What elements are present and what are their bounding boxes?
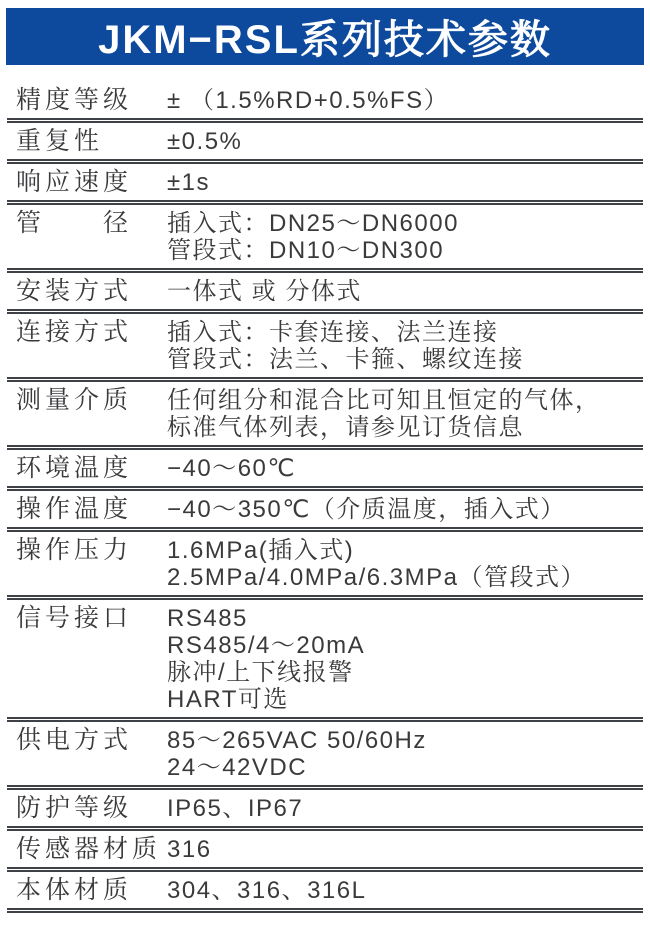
- table-row: [7, 790, 643, 831]
- row-value: [167, 387, 643, 441]
- table-row: [7, 600, 643, 722]
- value-line: 一体式 或 分体式: [167, 278, 362, 305]
- row-value: [167, 87, 643, 114]
- value-line: 任何组分和混合比可知且恒定的气体，: [167, 387, 601, 414]
- value-line: IP65、IP67: [167, 795, 304, 822]
- row-value: [167, 169, 643, 196]
- table-row: [7, 872, 643, 913]
- row-label: 精度等级: [16, 86, 133, 114]
- value-line: −40～60℃: [167, 455, 296, 482]
- row-value: [167, 278, 643, 305]
- table-row: [7, 273, 643, 314]
- table-row: [7, 205, 643, 273]
- row-value: [167, 795, 643, 822]
- value-line: RS485/4～20mA: [167, 632, 366, 659]
- row-label: 环境温度: [16, 454, 133, 482]
- value-line: HART可选: [167, 686, 289, 713]
- row-label: 测量介质: [16, 386, 133, 414]
- value-line: 标准气体列表，请参见订货信息: [167, 414, 524, 441]
- table-row: [7, 314, 643, 382]
- value-line: 316: [167, 836, 212, 863]
- value-line: 24～42VDC: [167, 754, 308, 781]
- value-line: ± （1.5%RD+0.5%FS）: [167, 87, 450, 114]
- table-row: [7, 532, 643, 600]
- value-line: 85～265VAC 50/60Hz: [167, 727, 427, 754]
- row-label: 防护等级: [16, 794, 133, 822]
- value-line: 2.5MPa/4.0MPa/6.3MPa（管段式）: [167, 564, 586, 591]
- table-row: [7, 722, 643, 790]
- value-line: 304、316、316L: [167, 877, 367, 904]
- row-value: [167, 836, 643, 863]
- row-label: 响应速度: [16, 168, 133, 196]
- value-line: 脉冲/上下线报警: [167, 659, 354, 686]
- row-label: 管 径: [16, 209, 133, 237]
- row-label: 连接方式: [16, 318, 133, 346]
- row-label: 安装方式: [16, 277, 133, 305]
- row-label: 重复性: [16, 127, 104, 155]
- row-value: [167, 455, 643, 482]
- row-value: [167, 727, 643, 781]
- value-line: 管段式：DN10～DN300: [167, 237, 445, 264]
- table-row: [7, 831, 643, 872]
- page-title: JKM−RSL系列技术参数: [98, 18, 552, 62]
- title-banner: [6, 8, 644, 65]
- row-label: 本体材质: [16, 876, 133, 904]
- value-line: ±0.5%: [167, 128, 243, 155]
- table-row: [7, 382, 643, 450]
- row-value: [167, 605, 643, 713]
- row-value: [167, 319, 643, 373]
- spec-table: [7, 65, 643, 913]
- row-value: [167, 128, 643, 155]
- row-label: 供电方式: [16, 726, 133, 754]
- value-line: ±1s: [167, 169, 211, 196]
- value-line: −40～350℃（介质温度，插入式）: [167, 496, 566, 523]
- value-line: 1.6MPa(插入式): [167, 537, 355, 564]
- row-value: [167, 537, 643, 591]
- value-line: 插入式：DN25～DN6000: [167, 210, 459, 237]
- value-line: 管段式：法兰、卡箍、螺纹连接: [167, 346, 524, 373]
- row-label: 操作温度: [16, 495, 133, 523]
- spec-sheet: [0, 8, 650, 936]
- table-row: [7, 65, 643, 123]
- value-line: RS485: [167, 605, 248, 632]
- table-row: [7, 450, 643, 491]
- row-label: 传感器材质: [16, 835, 162, 863]
- row-value: [167, 877, 643, 904]
- row-label: 操作压力: [16, 536, 133, 564]
- table-row: [7, 123, 643, 164]
- row-label: 信号接口: [16, 604, 133, 632]
- table-row: [7, 164, 643, 205]
- row-value: [167, 496, 643, 523]
- table-row: [7, 491, 643, 532]
- row-value: [167, 210, 643, 264]
- value-line: 插入式：卡套连接、法兰连接: [167, 319, 499, 346]
